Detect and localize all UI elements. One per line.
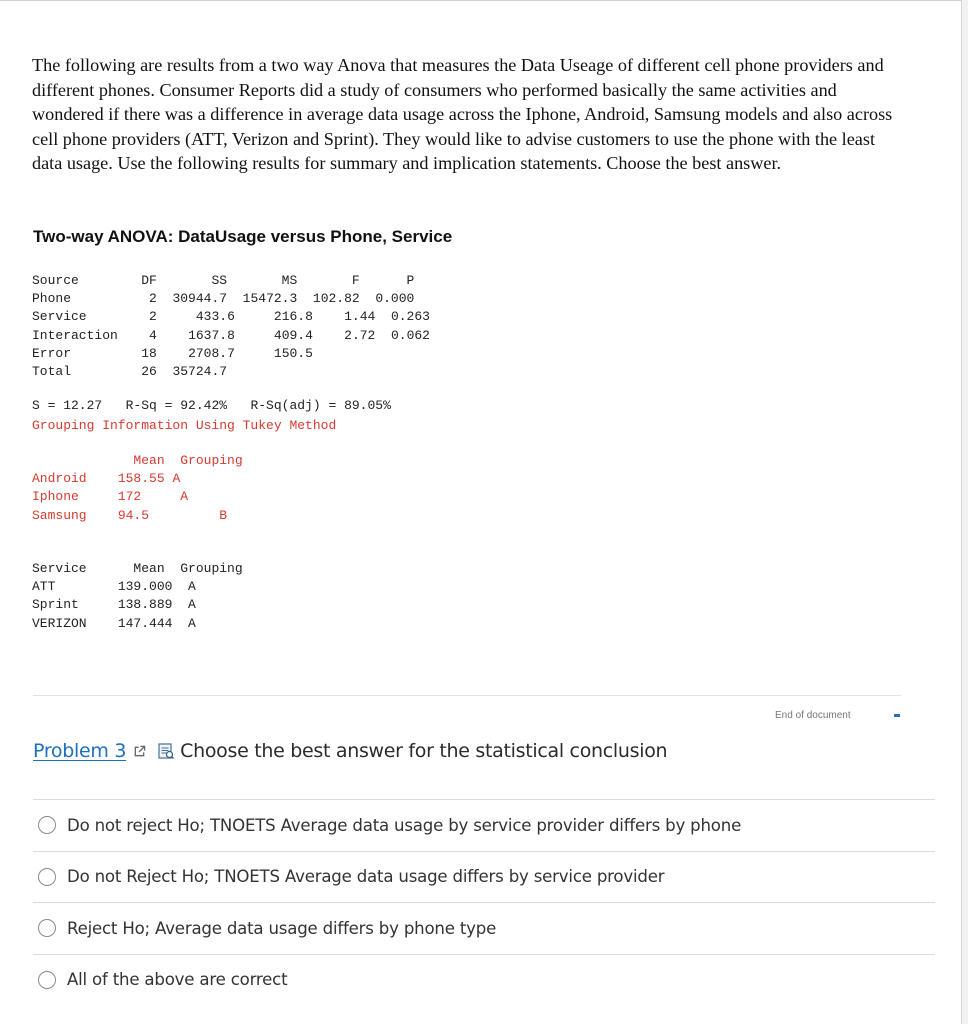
table-row: Error 18 2708.7 150.5	[32, 345, 313, 361]
table-row: Total 26 35724.7	[32, 364, 228, 380]
anova-table	[32, 272, 430, 381]
problem-heading	[33, 738, 667, 764]
intro-paragraph: The following are results from a two way Anova that measures the Data Useage of different cell phone providers and different phones. Consumer Reports did a study of consumers who performed basically the same activities and wondered if there was a difference in average data usage across the Iphone, Android, Samsung models and also across cell phone providers (ATT, Verizon and Sprint). They would like to advise customers to use the phone with the least data usage. Use the following results for summary and implication statements. Choose the best answer.	[32, 55, 893, 173]
problem-link[interactable]: Problem 3	[33, 740, 127, 762]
anova-header-p: P	[406, 273, 415, 288]
table-row: Iphone 172 A	[32, 489, 189, 505]
phone-grouping-header-grouping: Grouping	[180, 453, 243, 468]
rsq-value: R-Sq = 92.42%	[125, 398, 228, 413]
table-row: Samsung 94.5 B	[32, 507, 228, 523]
document-divider	[33, 695, 901, 696]
problem-prompt: Choose the best answer for the statistical conclusion	[180, 740, 668, 762]
table-row: Service 2 433.6 216.8 1.44 0.263	[32, 309, 430, 325]
s-value: S = 12.27	[32, 398, 103, 413]
answer-option-2[interactable]	[33, 851, 935, 903]
end-of-document-label: End of document	[775, 710, 851, 721]
table-row: VERIZON 147.444 A	[32, 615, 196, 631]
answer-option-3[interactable]	[33, 902, 935, 954]
table-row: ATT 139.000 A	[32, 579, 196, 595]
problem-document	[32, 53, 904, 176]
radio-button[interactable]	[38, 868, 56, 886]
anova-header-f: F	[351, 273, 360, 288]
rsq-adj-value: R-Sq(adj) = 89.05%	[250, 398, 391, 413]
phone-grouping-table	[32, 452, 243, 525]
document-icon[interactable]	[157, 742, 175, 760]
anova-header-ms: MS	[281, 273, 298, 288]
radio-button[interactable]	[38, 816, 56, 834]
table-row: Sprint 138.889 A	[32, 597, 196, 613]
phone-grouping-header-mean: Mean	[133, 453, 165, 468]
anova-header-ss: SS	[211, 273, 228, 288]
anova-title: Two-way ANOVA: DataUsage versus Phone, Service	[33, 227, 453, 246]
answer-option-label[interactable]: Do not Reject Ho; TNOETS Average data usage differs by service provider	[67, 867, 665, 887]
external-link-icon[interactable]	[133, 745, 146, 758]
tukey-grouping-header: Grouping Information Using Tukey Method	[32, 418, 337, 433]
table-row: Phone 2 30944.7 15472.3 102.82 0.000	[32, 291, 415, 307]
radio-button[interactable]	[38, 971, 56, 989]
table-row: Android 158.55 A	[32, 471, 181, 487]
model-summary	[32, 397, 391, 415]
answer-option-label[interactable]: Do not reject Ho; TNOETS Average data usage by service provider differs by phone	[67, 815, 742, 835]
end-of-document-marker	[894, 714, 900, 717]
answer-option-label[interactable]: All of the above are correct	[67, 970, 288, 990]
answer-option-1[interactable]	[33, 799, 935, 851]
anova-header-df: DF	[141, 273, 157, 288]
anova-header-source: Source	[32, 273, 79, 288]
service-grouping-table: Service Mean Grouping ATT 139.000 A Sprint 138.889 A VERIZON 147.444 A	[32, 561, 243, 631]
answer-options	[33, 799, 935, 1005]
answer-option-label[interactable]: Reject Ho; Average data usage differs by phone type	[67, 918, 497, 938]
answer-option-4[interactable]	[33, 954, 935, 1006]
radio-button[interactable]	[38, 919, 56, 937]
table-row: Interaction 4 1637.8 409.4 2.72 0.062	[32, 327, 430, 343]
